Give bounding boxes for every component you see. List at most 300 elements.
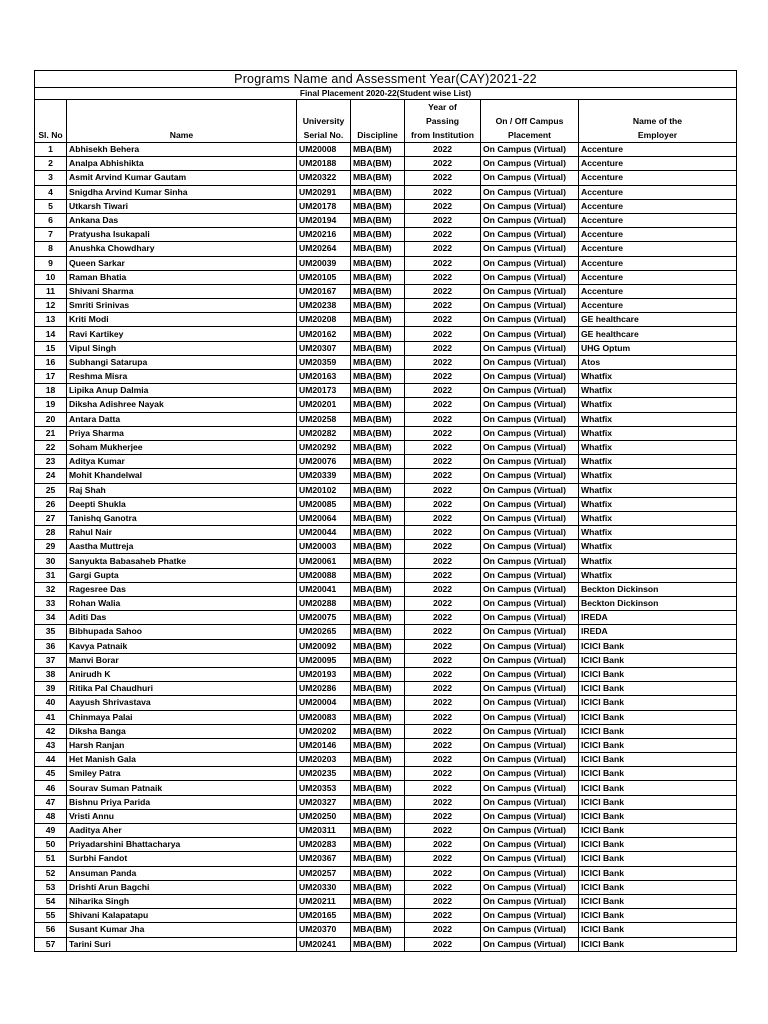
sl-no-cell: 11	[35, 284, 67, 298]
sl-no-cell: 13	[35, 313, 67, 327]
year-cell: 2022	[405, 398, 481, 412]
serial-no-cell: UM20241	[297, 937, 351, 951]
name-cell: Kriti Modi	[67, 313, 297, 327]
campus-cell: On Campus (Virtual)	[481, 384, 579, 398]
table-row	[35, 540, 737, 554]
sl-no-cell: 2	[35, 157, 67, 171]
table-row	[35, 753, 737, 767]
name-cell: Subhangi Satarupa	[67, 355, 297, 369]
campus-cell: On Campus (Virtual)	[481, 341, 579, 355]
employer-cell: GE healthcare	[579, 327, 737, 341]
campus-cell: On Campus (Virtual)	[481, 511, 579, 525]
discipline-cell: MBA(BM)	[351, 767, 405, 781]
header-employer	[579, 100, 737, 143]
year-cell: 2022	[405, 923, 481, 937]
campus-cell: On Campus (Virtual)	[481, 327, 579, 341]
serial-no-cell: UM20258	[297, 412, 351, 426]
employer-cell: UHG Optum	[579, 341, 737, 355]
employer-cell: Beckton Dickinson	[579, 582, 737, 596]
table-row	[35, 866, 737, 880]
campus-cell: On Campus (Virtual)	[481, 270, 579, 284]
discipline-cell: MBA(BM)	[351, 824, 405, 838]
serial-no-cell: UM20064	[297, 511, 351, 525]
campus-cell: On Campus (Virtual)	[481, 554, 579, 568]
year-cell: 2022	[405, 738, 481, 752]
name-cell: Smiley Patra	[67, 767, 297, 781]
serial-no-cell: UM20102	[297, 483, 351, 497]
table-row	[35, 554, 737, 568]
table-row	[35, 639, 737, 653]
employer-cell: ICICI Bank	[579, 696, 737, 710]
sl-no-cell: 55	[35, 909, 67, 923]
table-row	[35, 384, 737, 398]
serial-no-cell: UM20165	[297, 909, 351, 923]
year-cell: 2022	[405, 242, 481, 256]
sl-no-cell: 49	[35, 824, 67, 838]
year-cell: 2022	[405, 213, 481, 227]
discipline-cell: MBA(BM)	[351, 455, 405, 469]
serial-no-cell: UM20163	[297, 370, 351, 384]
table-row	[35, 894, 737, 908]
employer-cell: Accenture	[579, 199, 737, 213]
name-cell: Analpa Abhishikta	[67, 157, 297, 171]
year-cell: 2022	[405, 327, 481, 341]
campus-cell: On Campus (Virtual)	[481, 440, 579, 454]
year-cell: 2022	[405, 866, 481, 880]
year-cell: 2022	[405, 256, 481, 270]
year-cell: 2022	[405, 228, 481, 242]
page-title: Programs Name and Assessment Year(CAY)2021-22	[35, 71, 737, 88]
discipline-cell: MBA(BM)	[351, 497, 405, 511]
employer-cell: ICICI Bank	[579, 710, 737, 724]
discipline-cell: MBA(BM)	[351, 256, 405, 270]
sl-no-cell: 47	[35, 795, 67, 809]
employer-cell: ICICI Bank	[579, 824, 737, 838]
year-cell: 2022	[405, 199, 481, 213]
name-cell: Harsh Ranjan	[67, 738, 297, 752]
sl-no-cell: 14	[35, 327, 67, 341]
serial-no-cell: UM20353	[297, 781, 351, 795]
name-cell: Tarini Suri	[67, 937, 297, 951]
header-name: Name	[67, 100, 297, 143]
discipline-cell: MBA(BM)	[351, 313, 405, 327]
year-cell: 2022	[405, 653, 481, 667]
header-serial-no	[297, 100, 351, 143]
year-cell: 2022	[405, 384, 481, 398]
table-row	[35, 440, 737, 454]
page-subtitle: Final Placement 2020-22(Student wise List)	[35, 88, 737, 100]
campus-cell: On Campus (Virtual)	[481, 526, 579, 540]
table-row	[35, 171, 737, 185]
year-cell: 2022	[405, 143, 481, 157]
campus-cell: On Campus (Virtual)	[481, 767, 579, 781]
sl-no-cell: 29	[35, 540, 67, 554]
table-row	[35, 511, 737, 525]
name-cell: Chinmaya Palai	[67, 710, 297, 724]
name-cell: Shivani Kalapatapu	[67, 909, 297, 923]
employer-cell: ICICI Bank	[579, 909, 737, 923]
header-sl-no: Sl. No	[35, 100, 67, 143]
name-cell: Gargi Gupta	[67, 568, 297, 582]
campus-cell: On Campus (Virtual)	[481, 540, 579, 554]
year-cell: 2022	[405, 554, 481, 568]
discipline-cell: MBA(BM)	[351, 440, 405, 454]
serial-no-cell: UM20076	[297, 455, 351, 469]
sl-no-cell: 46	[35, 781, 67, 795]
employer-cell: Whatfix	[579, 540, 737, 554]
year-cell: 2022	[405, 781, 481, 795]
employer-cell: GE healthcare	[579, 313, 737, 327]
year-cell: 2022	[405, 582, 481, 596]
table-row	[35, 455, 737, 469]
year-cell: 2022	[405, 284, 481, 298]
discipline-cell: MBA(BM)	[351, 852, 405, 866]
sl-no-cell: 57	[35, 937, 67, 951]
campus-cell: On Campus (Virtual)	[481, 483, 579, 497]
year-cell: 2022	[405, 469, 481, 483]
sl-no-cell: 7	[35, 228, 67, 242]
sl-no-cell: 31	[35, 568, 67, 582]
employer-cell: ICICI Bank	[579, 682, 737, 696]
serial-no-cell: UM20265	[297, 625, 351, 639]
sl-no-cell: 18	[35, 384, 67, 398]
table-row	[35, 611, 737, 625]
discipline-cell: MBA(BM)	[351, 923, 405, 937]
year-cell: 2022	[405, 880, 481, 894]
table-row	[35, 412, 737, 426]
table-row	[35, 568, 737, 582]
year-cell: 2022	[405, 710, 481, 724]
serial-no-cell: UM20105	[297, 270, 351, 284]
serial-no-cell: UM20201	[297, 398, 351, 412]
header-employer-line-2: Employer	[637, 130, 678, 140]
sl-no-cell: 16	[35, 355, 67, 369]
sl-no-cell: 36	[35, 639, 67, 653]
year-cell: 2022	[405, 157, 481, 171]
employer-cell: Whatfix	[579, 440, 737, 454]
name-cell: Ravi Kartikey	[67, 327, 297, 341]
serial-no-cell: UM20173	[297, 384, 351, 398]
serial-no-cell: UM20307	[297, 341, 351, 355]
table-row	[35, 313, 737, 327]
table-row	[35, 185, 737, 199]
serial-no-cell: UM20202	[297, 724, 351, 738]
name-cell: Vristi Annu	[67, 809, 297, 823]
campus-cell: On Campus (Virtual)	[481, 937, 579, 951]
table-row	[35, 923, 737, 937]
year-cell: 2022	[405, 483, 481, 497]
serial-no-cell: UM20235	[297, 767, 351, 781]
employer-cell: Accenture	[579, 270, 737, 284]
sl-no-cell: 37	[35, 653, 67, 667]
employer-cell: ICICI Bank	[579, 880, 737, 894]
name-cell: Sanyukta Babasaheb Phatke	[67, 554, 297, 568]
year-cell: 2022	[405, 299, 481, 313]
campus-cell: On Campus (Virtual)	[481, 781, 579, 795]
name-cell: Priya Sharma	[67, 426, 297, 440]
sl-no-cell: 23	[35, 455, 67, 469]
serial-no-cell: UM20283	[297, 838, 351, 852]
discipline-cell: MBA(BM)	[351, 540, 405, 554]
campus-cell: On Campus (Virtual)	[481, 625, 579, 639]
table-row	[35, 809, 737, 823]
year-cell: 2022	[405, 852, 481, 866]
discipline-cell: MBA(BM)	[351, 639, 405, 653]
campus-cell: On Campus (Virtual)	[481, 866, 579, 880]
campus-cell: On Campus (Virtual)	[481, 582, 579, 596]
table-row	[35, 880, 737, 894]
sl-no-cell: 35	[35, 625, 67, 639]
serial-no-cell: UM20003	[297, 540, 351, 554]
discipline-cell: MBA(BM)	[351, 724, 405, 738]
campus-cell: On Campus (Virtual)	[481, 313, 579, 327]
discipline-cell: MBA(BM)	[351, 597, 405, 611]
sl-no-cell: 48	[35, 809, 67, 823]
year-cell: 2022	[405, 639, 481, 653]
sl-no-cell: 9	[35, 256, 67, 270]
year-cell: 2022	[405, 497, 481, 511]
campus-cell: On Campus (Virtual)	[481, 880, 579, 894]
name-cell: Deepti Shukla	[67, 497, 297, 511]
header-campus-line-1: On / Off Campus	[495, 116, 564, 126]
sl-no-cell: 21	[35, 426, 67, 440]
serial-no-cell: UM20041	[297, 582, 351, 596]
discipline-cell: MBA(BM)	[351, 157, 405, 171]
serial-no-cell: UM20359	[297, 355, 351, 369]
sl-no-cell: 32	[35, 582, 67, 596]
serial-no-cell: UM20330	[297, 880, 351, 894]
campus-cell: On Campus (Virtual)	[481, 398, 579, 412]
year-cell: 2022	[405, 540, 481, 554]
discipline-cell: MBA(BM)	[351, 568, 405, 582]
employer-cell: Whatfix	[579, 568, 737, 582]
employer-cell: Accenture	[579, 299, 737, 313]
campus-cell: On Campus (Virtual)	[481, 497, 579, 511]
campus-cell: On Campus (Virtual)	[481, 426, 579, 440]
table-row	[35, 795, 737, 809]
discipline-cell: MBA(BM)	[351, 866, 405, 880]
sl-no-cell: 19	[35, 398, 67, 412]
year-cell: 2022	[405, 667, 481, 681]
year-cell: 2022	[405, 611, 481, 625]
table-row	[35, 696, 737, 710]
name-cell: Sourav Suman Patnaik	[67, 781, 297, 795]
table-row	[35, 242, 737, 256]
employer-cell: ICICI Bank	[579, 923, 737, 937]
employer-cell: ICICI Bank	[579, 795, 737, 809]
table-row	[35, 838, 737, 852]
serial-no-cell: UM20044	[297, 526, 351, 540]
employer-cell: Accenture	[579, 171, 737, 185]
name-cell: Ankana Das	[67, 213, 297, 227]
discipline-cell: MBA(BM)	[351, 185, 405, 199]
title-row	[35, 71, 737, 88]
year-cell: 2022	[405, 355, 481, 369]
employer-cell: IREDA	[579, 625, 737, 639]
serial-no-cell: UM20039	[297, 256, 351, 270]
campus-cell: On Campus (Virtual)	[481, 299, 579, 313]
name-cell: Asmit Arvind Kumar Gautam	[67, 171, 297, 185]
table-row	[35, 143, 737, 157]
serial-no-cell: UM20286	[297, 682, 351, 696]
employer-cell: ICICI Bank	[579, 852, 737, 866]
serial-no-cell: UM20367	[297, 852, 351, 866]
year-cell: 2022	[405, 341, 481, 355]
discipline-cell: MBA(BM)	[351, 753, 405, 767]
campus-cell: On Campus (Virtual)	[481, 171, 579, 185]
name-cell: Raman Bhatia	[67, 270, 297, 284]
sl-no-cell: 33	[35, 597, 67, 611]
table-row	[35, 157, 737, 171]
year-cell: 2022	[405, 724, 481, 738]
year-cell: 2022	[405, 526, 481, 540]
campus-cell: On Campus (Virtual)	[481, 213, 579, 227]
campus-cell: On Campus (Virtual)	[481, 738, 579, 752]
campus-cell: On Campus (Virtual)	[481, 157, 579, 171]
serial-no-cell: UM20288	[297, 597, 351, 611]
year-cell: 2022	[405, 313, 481, 327]
discipline-cell: MBA(BM)	[351, 412, 405, 426]
table-row	[35, 738, 737, 752]
employer-cell: Whatfix	[579, 370, 737, 384]
sl-no-cell: 4	[35, 185, 67, 199]
serial-no-cell: UM20282	[297, 426, 351, 440]
discipline-cell: MBA(BM)	[351, 483, 405, 497]
name-cell: Abhisekh Behera	[67, 143, 297, 157]
sl-no-cell: 1	[35, 143, 67, 157]
sl-no-cell: 41	[35, 710, 67, 724]
discipline-cell: MBA(BM)	[351, 341, 405, 355]
year-cell: 2022	[405, 511, 481, 525]
employer-cell: Whatfix	[579, 483, 737, 497]
serial-no-cell: UM20311	[297, 824, 351, 838]
table-row	[35, 852, 737, 866]
year-cell: 2022	[405, 909, 481, 923]
table-row	[35, 682, 737, 696]
table-row	[35, 228, 737, 242]
employer-cell: Whatfix	[579, 384, 737, 398]
employer-cell: Atos	[579, 355, 737, 369]
discipline-cell: MBA(BM)	[351, 199, 405, 213]
name-cell: Rahul Nair	[67, 526, 297, 540]
year-cell: 2022	[405, 412, 481, 426]
discipline-cell: MBA(BM)	[351, 284, 405, 298]
discipline-cell: MBA(BM)	[351, 682, 405, 696]
serial-no-cell: UM20208	[297, 313, 351, 327]
employer-cell: ICICI Bank	[579, 767, 737, 781]
name-cell: Ansuman Panda	[67, 866, 297, 880]
year-cell: 2022	[405, 455, 481, 469]
table-row	[35, 483, 737, 497]
sl-no-cell: 22	[35, 440, 67, 454]
campus-cell: On Campus (Virtual)	[481, 412, 579, 426]
sl-no-cell: 15	[35, 341, 67, 355]
serial-no-cell: UM20178	[297, 199, 351, 213]
name-cell: Aditya Kumar	[67, 455, 297, 469]
serial-no-cell: UM20092	[297, 639, 351, 653]
year-cell: 2022	[405, 894, 481, 908]
employer-cell: Accenture	[579, 228, 737, 242]
year-cell: 2022	[405, 370, 481, 384]
name-cell: Utkarsh Tiwari	[67, 199, 297, 213]
year-cell: 2022	[405, 824, 481, 838]
table-row	[35, 327, 737, 341]
campus-cell: On Campus (Virtual)	[481, 185, 579, 199]
discipline-cell: MBA(BM)	[351, 270, 405, 284]
campus-cell: On Campus (Virtual)	[481, 355, 579, 369]
name-cell: Mohit Khandelwal	[67, 469, 297, 483]
sl-no-cell: 12	[35, 299, 67, 313]
discipline-cell: MBA(BM)	[351, 327, 405, 341]
campus-cell: On Campus (Virtual)	[481, 710, 579, 724]
serial-no-cell: UM20250	[297, 809, 351, 823]
sl-no-cell: 27	[35, 511, 67, 525]
table-row	[35, 781, 737, 795]
year-cell: 2022	[405, 171, 481, 185]
table-row	[35, 710, 737, 724]
sl-no-cell: 50	[35, 838, 67, 852]
campus-cell: On Campus (Virtual)	[481, 809, 579, 823]
year-cell: 2022	[405, 767, 481, 781]
table-row	[35, 597, 737, 611]
employer-cell: ICICI Bank	[579, 781, 737, 795]
employer-cell: ICICI Bank	[579, 937, 737, 951]
header-discipline: Discipline	[351, 100, 405, 143]
name-cell: Shivani Sharma	[67, 284, 297, 298]
sl-no-cell: 28	[35, 526, 67, 540]
year-cell: 2022	[405, 795, 481, 809]
discipline-cell: MBA(BM)	[351, 511, 405, 525]
campus-cell: On Campus (Virtual)	[481, 753, 579, 767]
serial-no-cell: UM20083	[297, 710, 351, 724]
sl-no-cell: 40	[35, 696, 67, 710]
table-row	[35, 426, 737, 440]
discipline-cell: MBA(BM)	[351, 738, 405, 752]
sl-no-cell: 43	[35, 738, 67, 752]
name-cell: Lipika Anup Dalmia	[67, 384, 297, 398]
serial-no-cell: UM20211	[297, 894, 351, 908]
sl-no-cell: 44	[35, 753, 67, 767]
name-cell: Kavya Patnaik	[67, 639, 297, 653]
discipline-cell: MBA(BM)	[351, 384, 405, 398]
employer-cell: ICICI Bank	[579, 667, 737, 681]
discipline-cell: MBA(BM)	[351, 469, 405, 483]
employer-cell: Whatfix	[579, 526, 737, 540]
table-row	[35, 625, 737, 639]
serial-no-cell: UM20085	[297, 497, 351, 511]
discipline-cell: MBA(BM)	[351, 299, 405, 313]
sl-no-cell: 42	[35, 724, 67, 738]
header-row	[35, 100, 737, 143]
sl-no-cell: 3	[35, 171, 67, 185]
campus-cell: On Campus (Virtual)	[481, 242, 579, 256]
year-cell: 2022	[405, 838, 481, 852]
employer-cell: ICICI Bank	[579, 653, 737, 667]
name-cell: Antara Datta	[67, 412, 297, 426]
serial-no-cell: UM20004	[297, 696, 351, 710]
employer-cell: ICICI Bank	[579, 866, 737, 880]
sl-no-cell: 52	[35, 866, 67, 880]
year-cell: 2022	[405, 625, 481, 639]
serial-no-cell: UM20162	[297, 327, 351, 341]
year-cell: 2022	[405, 753, 481, 767]
name-cell: Aastha Muttreja	[67, 540, 297, 554]
table-row	[35, 582, 737, 596]
employer-cell: Accenture	[579, 284, 737, 298]
name-cell: Aditi Das	[67, 611, 297, 625]
year-cell: 2022	[405, 185, 481, 199]
year-cell: 2022	[405, 426, 481, 440]
